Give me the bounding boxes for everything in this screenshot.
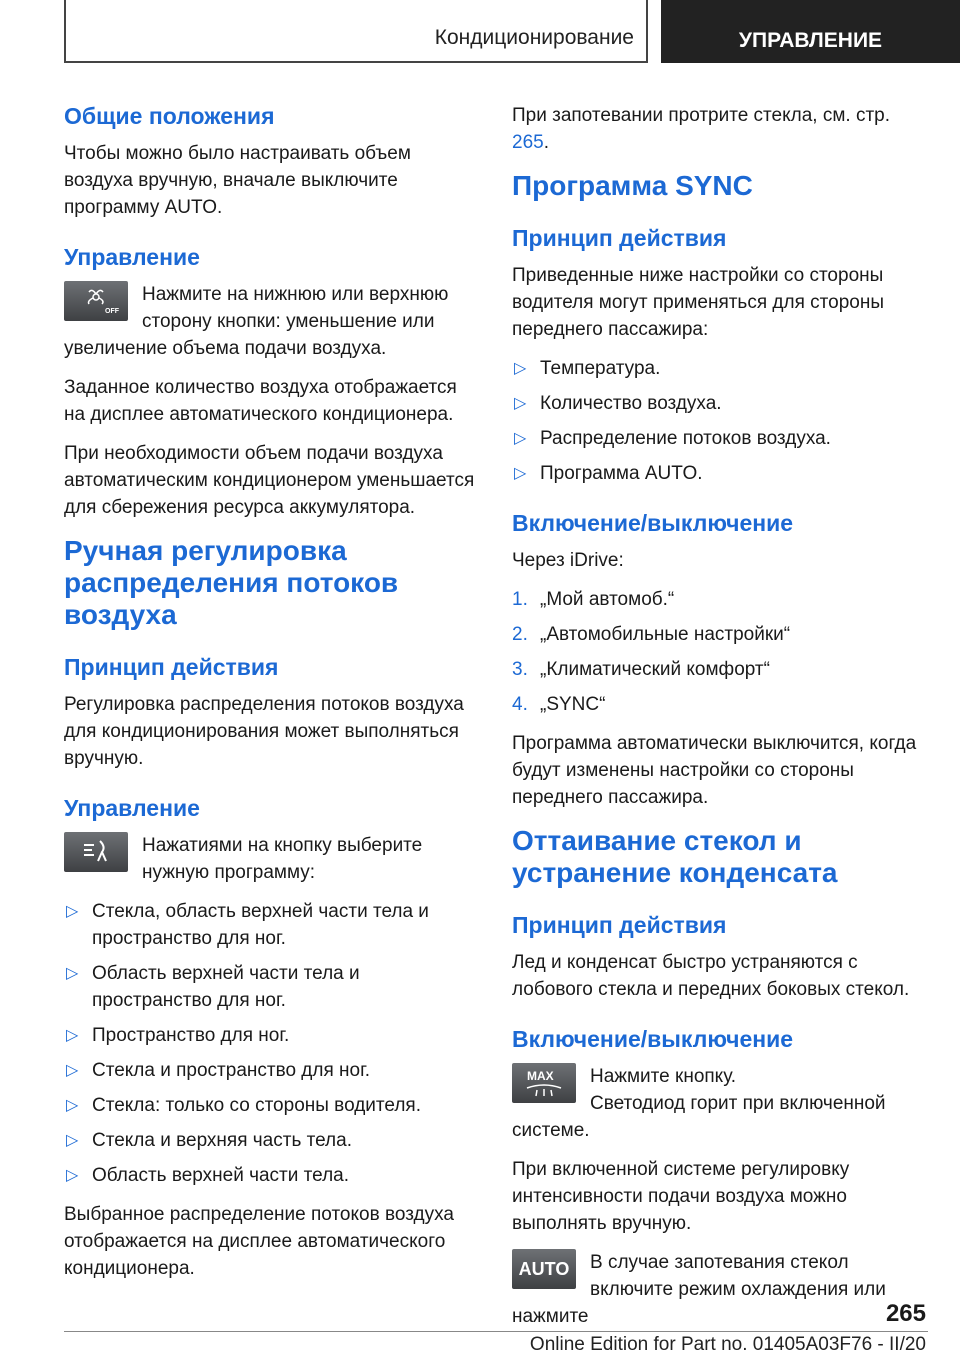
paragraph: Лед и конденсат быстро устраняются с лобового стекла и передних боковых стекол. [512,952,910,1000]
page-header [0,0,960,66]
list-item: ▷ Температура. [512,355,922,382]
list-item: ▷ Стекла: только со стороны водителя. [64,1092,476,1119]
max-defrost-button-icon [512,1063,576,1103]
step-item: 3. „Климатический комфорт“ [512,659,770,680]
heading-defrost: Оттаивание стекол и устранение конденсата [512,825,838,888]
triangle-bullet-icon: ▷ [514,395,527,412]
paragraph: Приведенные ниже настройки со стороны водителя могут применяться для стороны переднего пассажира: [512,265,884,340]
triangle-bullet-icon: ▷ [514,430,527,447]
paragraph: Нажатиями на кнопку выберите нужную программу: [142,835,423,883]
list-item: ▷ Программа AUTO. [512,460,922,487]
heading-manual-distribution: Ручная регулировка распределения потоков воздуха [64,535,399,630]
footer-divider [64,1331,928,1332]
list-item: ▷ Количество воздуха. [512,390,922,417]
header-section-title: Кондиционирование [434,26,634,49]
air-distribution-button-icon [64,832,128,872]
paragraph: Регулировка распределения потоков воздуха для кондиционирования может выполняться вручную. [64,694,464,769]
icon-paragraph [512,1063,922,1144]
page-number: 265 [885,1300,926,1327]
step-item: 1. „Мой автомоб.“ [512,589,675,610]
heading-sync: Программа SYNC [512,170,753,201]
paragraph: Нажмите кнопку. [590,1066,737,1087]
heading-control: Управление [64,795,200,821]
list-item: ▷ Пространство для ног. [64,1022,476,1049]
paragraph: Программа автоматически выключится, когда будут изменены настройки со стороны переднего пассажира. [512,733,917,808]
fan-button-icon [64,281,128,321]
icon-paragraph [64,281,476,362]
auto-button-icon: AUTO [512,1249,576,1289]
paragraph: Нажмите на нижнюю или верхнюю сторону кнопки: уменьшение или увеличение объема подачи воздуха. [64,284,449,359]
list-item: ▷ Область верхней части тела. [64,1162,476,1189]
heading-principle: Принцип действия [512,912,727,938]
header-section-box [64,0,648,63]
heading-principle: Принцип действия [512,225,727,251]
heading-on-off: Включение/выключение [512,1026,794,1052]
icon-paragraph [512,1249,922,1330]
triangle-bullet-icon: ▷ [66,1132,79,1149]
svg-text:OFF: OFF [105,308,119,315]
heading-general: Общие положения [64,103,275,129]
list-item: ▷ Стекла, область верхней части тела и пространство для ног. [64,898,476,952]
triangle-bullet-icon: ▷ [66,965,79,982]
step-item: 2. „Автомобильные настройки“ [512,624,791,645]
triangle-bullet-icon: ▷ [66,1062,79,1079]
fan-icon [76,286,119,316]
paragraph: Чтобы можно было настраивать объем воздуха вручную, вначале выключите программу AUTO. [64,143,411,218]
paragraph: Светодиод горит при включенной системе. [512,1093,886,1141]
paragraph: При запотевании протрите стекла, см. стр. 265. [512,105,891,153]
triangle-bullet-icon: ▷ [66,1097,79,1114]
air-distribution-icon [76,837,116,867]
triangle-bullet-icon: ▷ [514,465,527,482]
triangle-bullet-icon: ▷ [66,903,79,920]
paragraph: При необходимости объем подачи воздуха автоматическим кондиционером уменьшается для сбережения ресурса аккумулятора. [64,443,475,518]
left-column [64,102,476,1294]
header-chapter-title: УПРАВЛЕНИЕ [661,0,960,63]
paragraph: Выбранное распределение потоков воздуха отображается на дисплее автоматического кондиционера. [64,1204,454,1279]
paragraph: Заданное количество воздуха отображается на дисплее автоматического кондиционера. [64,377,457,425]
icon-paragraph [64,832,476,886]
list-item: ▷ Распределение потоков воздуха. [512,425,922,452]
triangle-bullet-icon: ▷ [514,360,527,377]
heading-control: Управление [64,244,200,270]
heading-on-off: Включение/выключение [512,510,794,536]
steps-list [512,586,922,718]
max-defrost-icon [519,1066,569,1100]
right-column [512,102,922,1342]
paragraph: В случае запотевания стекол включите режим охлаждения или нажмите [512,1252,886,1327]
list-item: ▷ Стекла и верхняя часть тела. [64,1127,476,1154]
distribution-list [64,898,476,1189]
heading-principle: Принцип действия [64,654,279,680]
svg-text:MAX: MAX [527,1069,554,1083]
triangle-bullet-icon: ▷ [66,1027,79,1044]
triangle-bullet-icon: ▷ [66,1167,79,1184]
page-reference-link[interactable]: 265 [512,132,544,153]
list-item: ▷ Стекла и пространство для ног. [64,1057,476,1084]
list-item: ▷ Область верхней части тела и пространство для ног. [64,960,476,1014]
sync-list [512,355,922,487]
paragraph: При включенной системе регулировку интенсивности подачи воздуха можно выполнять вручную. [512,1159,850,1234]
footer-edition: Online Edition for Part no. 01405A03F76 - II/20 [529,1334,926,1355]
step-item: 4. „SYNC“ [512,694,606,715]
paragraph: Через iDrive: [512,550,624,571]
